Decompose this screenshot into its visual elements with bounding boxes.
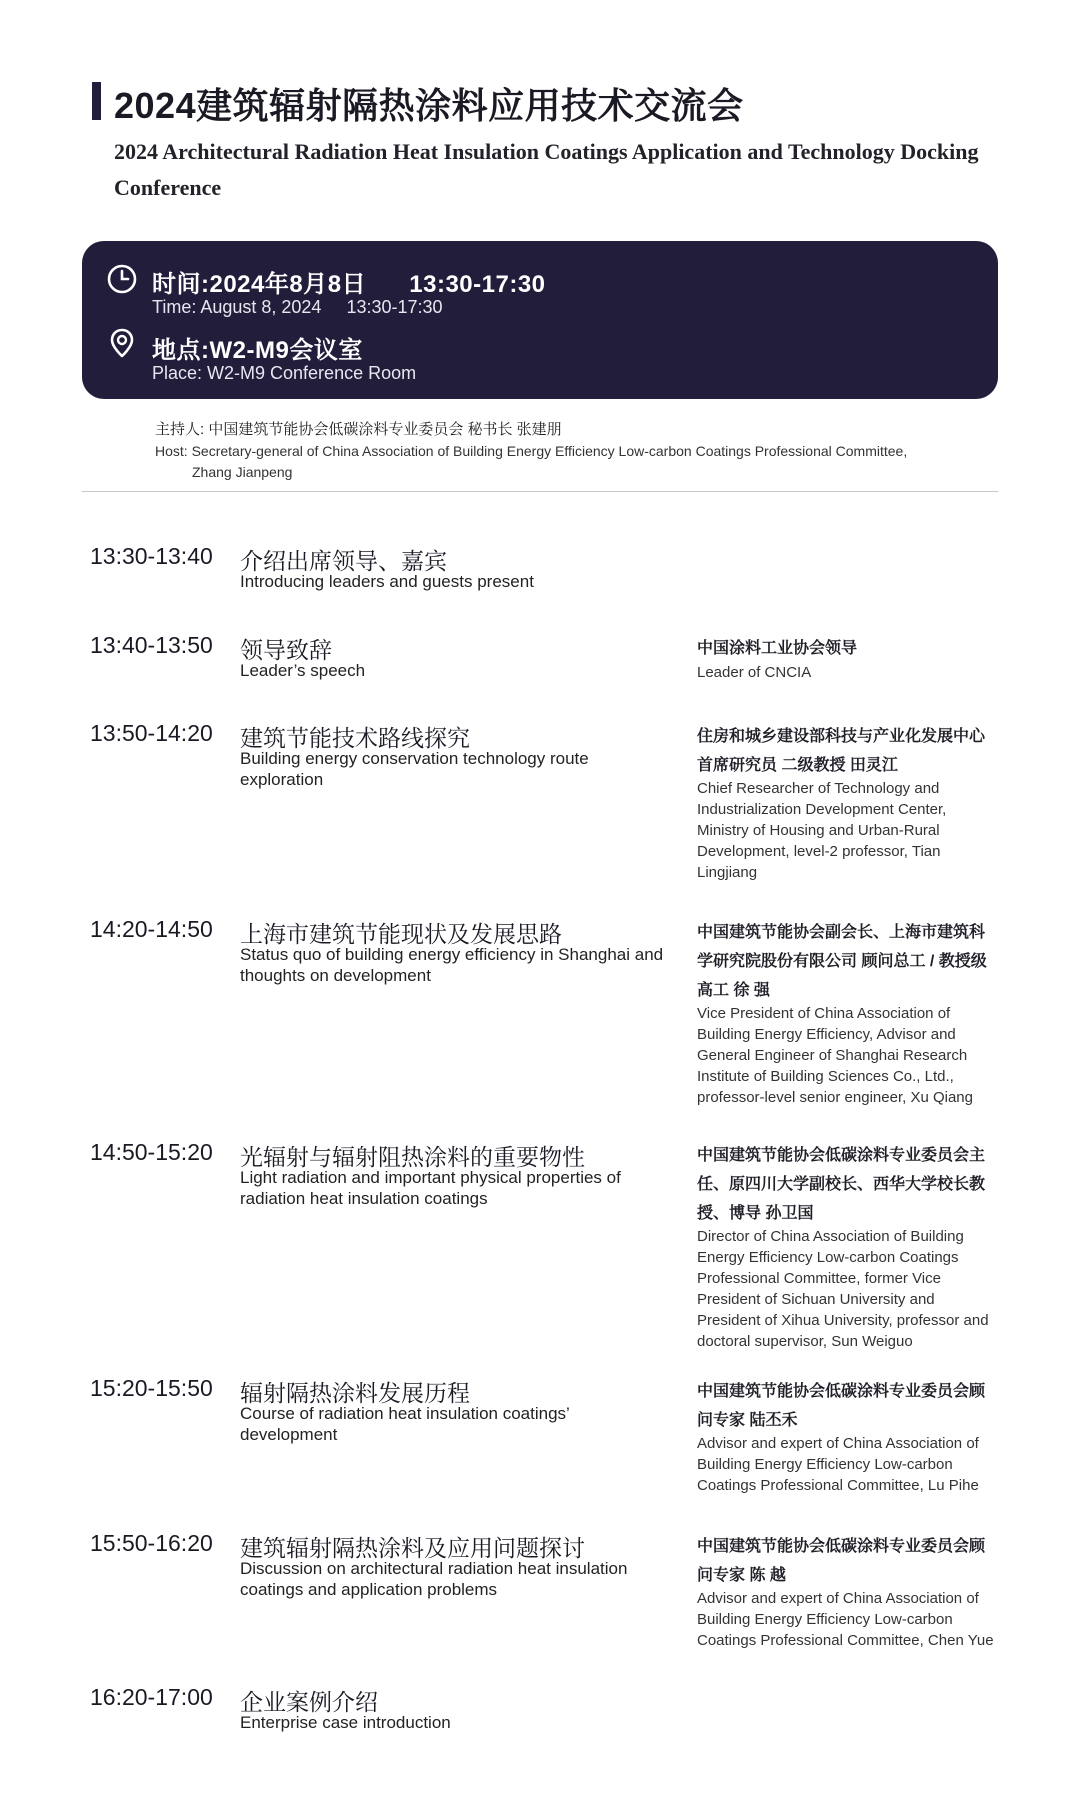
schedule-time: 15:20-15:50 bbox=[90, 1375, 213, 1401]
section-divider bbox=[82, 491, 998, 492]
schedule-topic-cn: 建筑辐射隔热涂料及应用问题探讨 bbox=[240, 1535, 585, 1561]
schedule-topic-en: Discussion on architectural radiation heat insulation coatings and application problems bbox=[240, 1559, 628, 1599]
event-info-box bbox=[82, 241, 998, 399]
speaker-en: Vice President of China Association of Building Energy Efficiency, Advisor and General Engineer of Shanghai Research Institute of Building Sciences Co., Ltd., professor-level senior engineer, Xu Qiang bbox=[697, 1005, 973, 1106]
event-place-cn: 地点:W2-M9会议室 bbox=[152, 337, 363, 364]
event-time-en bbox=[152, 297, 443, 318]
speaker-cn: 住房和城乡建设部科技与产业化发展中心首席研究员 二级教授 田灵江 bbox=[697, 728, 986, 774]
event-time-cn bbox=[152, 264, 546, 299]
speaker-cn: 中国涂料工业协会领导 bbox=[697, 640, 858, 657]
event-time-range-en: 13:30-17:30 bbox=[346, 297, 443, 317]
schedule-time: 13:30-13:40 bbox=[90, 543, 213, 569]
speaker-en: Director of China Association of Building Energy Efficiency Low-carbon Coatings Professional Committee, former Vice President of Sichuan University and President of Xihua University, professor and doctoral supervisor, Sun Weiguo bbox=[697, 1228, 989, 1350]
schedule-topic-en: Enterprise case introduction bbox=[240, 1713, 451, 1732]
schedule-topic-cn: 上海市建筑节能现状及发展思路 bbox=[240, 921, 562, 947]
speaker-en: Advisor and expert of China Association of Building Energy Efficiency Low-carbon Coatings Professional Committee, Chen Yue bbox=[697, 1590, 994, 1649]
speaker-en: Advisor and expert of China Association of Building Energy Efficiency Low-carbon Coatings Professional Committee, Lu Pihe bbox=[697, 1435, 979, 1494]
schedule-time: 16:20-17:00 bbox=[90, 1684, 213, 1710]
event-date-cn: 时间:2024年8月8日 bbox=[152, 271, 367, 298]
schedule-time: 14:20-14:50 bbox=[90, 916, 213, 942]
schedule-topic-cn: 企业案例介绍 bbox=[240, 1689, 378, 1715]
speaker-en: Leader of CNCIA bbox=[697, 664, 812, 681]
schedule-time: 13:50-14:20 bbox=[90, 720, 213, 746]
schedule-topic-cn: 辐射隔热涂料发展历程 bbox=[240, 1380, 470, 1406]
page-title-english: 2024 Architectural Radiation Heat Insulation Coatings Application and Technology Docking Conference bbox=[114, 139, 979, 200]
speaker-cn: 中国建筑节能协会副会长、上海市建筑科学研究院股份有限公司 顾问总工 / 教授级高工 徐 强 bbox=[697, 924, 987, 999]
speaker-cn: 中国建筑节能协会低碳涂料专业委员会顾问专家 陈 越 bbox=[697, 1538, 986, 1584]
schedule-topic-cn: 领导致辞 bbox=[240, 637, 332, 663]
schedule-topic-en: Course of radiation heat insulation coatings’ development bbox=[240, 1404, 570, 1444]
host-en-line2: Zhang Jianpeng bbox=[192, 464, 293, 480]
host-en-line1: Host: Secretary-general of China Association of Building Energy Efficiency Low-carbon Coatings Professional Committee, bbox=[155, 443, 908, 459]
event-place-en: Place: W2-M9 Conference Room bbox=[152, 363, 417, 383]
title-accent-bar bbox=[92, 82, 101, 120]
host-en bbox=[155, 441, 955, 483]
speaker-cn: 中国建筑节能协会低碳涂料专业委员会顾问专家 陆丕禾 bbox=[697, 1383, 986, 1429]
speaker-cn: 中国建筑节能协会低碳涂料专业委员会主任、原四川大学副校长、西华大学校长教授、博导 孙卫国 bbox=[697, 1147, 986, 1222]
page-title: 2024建筑辐射隔热涂料应用技术交流会 bbox=[114, 85, 744, 126]
event-date-en: Time: August 8, 2024 bbox=[152, 297, 322, 317]
schedule-time: 13:40-13:50 bbox=[90, 632, 213, 658]
schedule-topic-cn: 介绍出席领导、嘉宾 bbox=[240, 548, 447, 574]
location-pin-icon bbox=[106, 327, 138, 359]
schedule-time: 15:50-16:20 bbox=[90, 1530, 213, 1556]
schedule-topic-cn: 光辐射与辐射阻热涂料的重要物性 bbox=[240, 1144, 585, 1170]
host-cn: 主持人: 中国建筑节能协会低碳涂料专业委员会 秘书长 张建朋 bbox=[155, 421, 562, 438]
schedule-topic-en: Introducing leaders and guests present bbox=[240, 572, 534, 591]
schedule-topic-en: Building energy conservation technology route exploration bbox=[240, 749, 589, 789]
clock-icon bbox=[106, 263, 138, 295]
schedule-time: 14:50-15:20 bbox=[90, 1139, 213, 1165]
speaker-en: Chief Researcher of Technology and Industrialization Development Center, Ministry of Housing and Urban-Rural Development, level-2 professor, Tian Lingjiang bbox=[697, 780, 947, 881]
schedule-topic-en: Status quo of building energy efficiency in Shanghai and thoughts on development bbox=[240, 945, 664, 985]
schedule-topic-en: Leader’s speech bbox=[240, 661, 366, 680]
schedule-topic-en: Light radiation and important physical properties of radiation heat insulation coatings bbox=[240, 1168, 621, 1208]
schedule-topic-cn: 建筑节能技术路线探究 bbox=[240, 725, 470, 751]
event-time-range: 13:30-17:30 bbox=[409, 271, 546, 298]
